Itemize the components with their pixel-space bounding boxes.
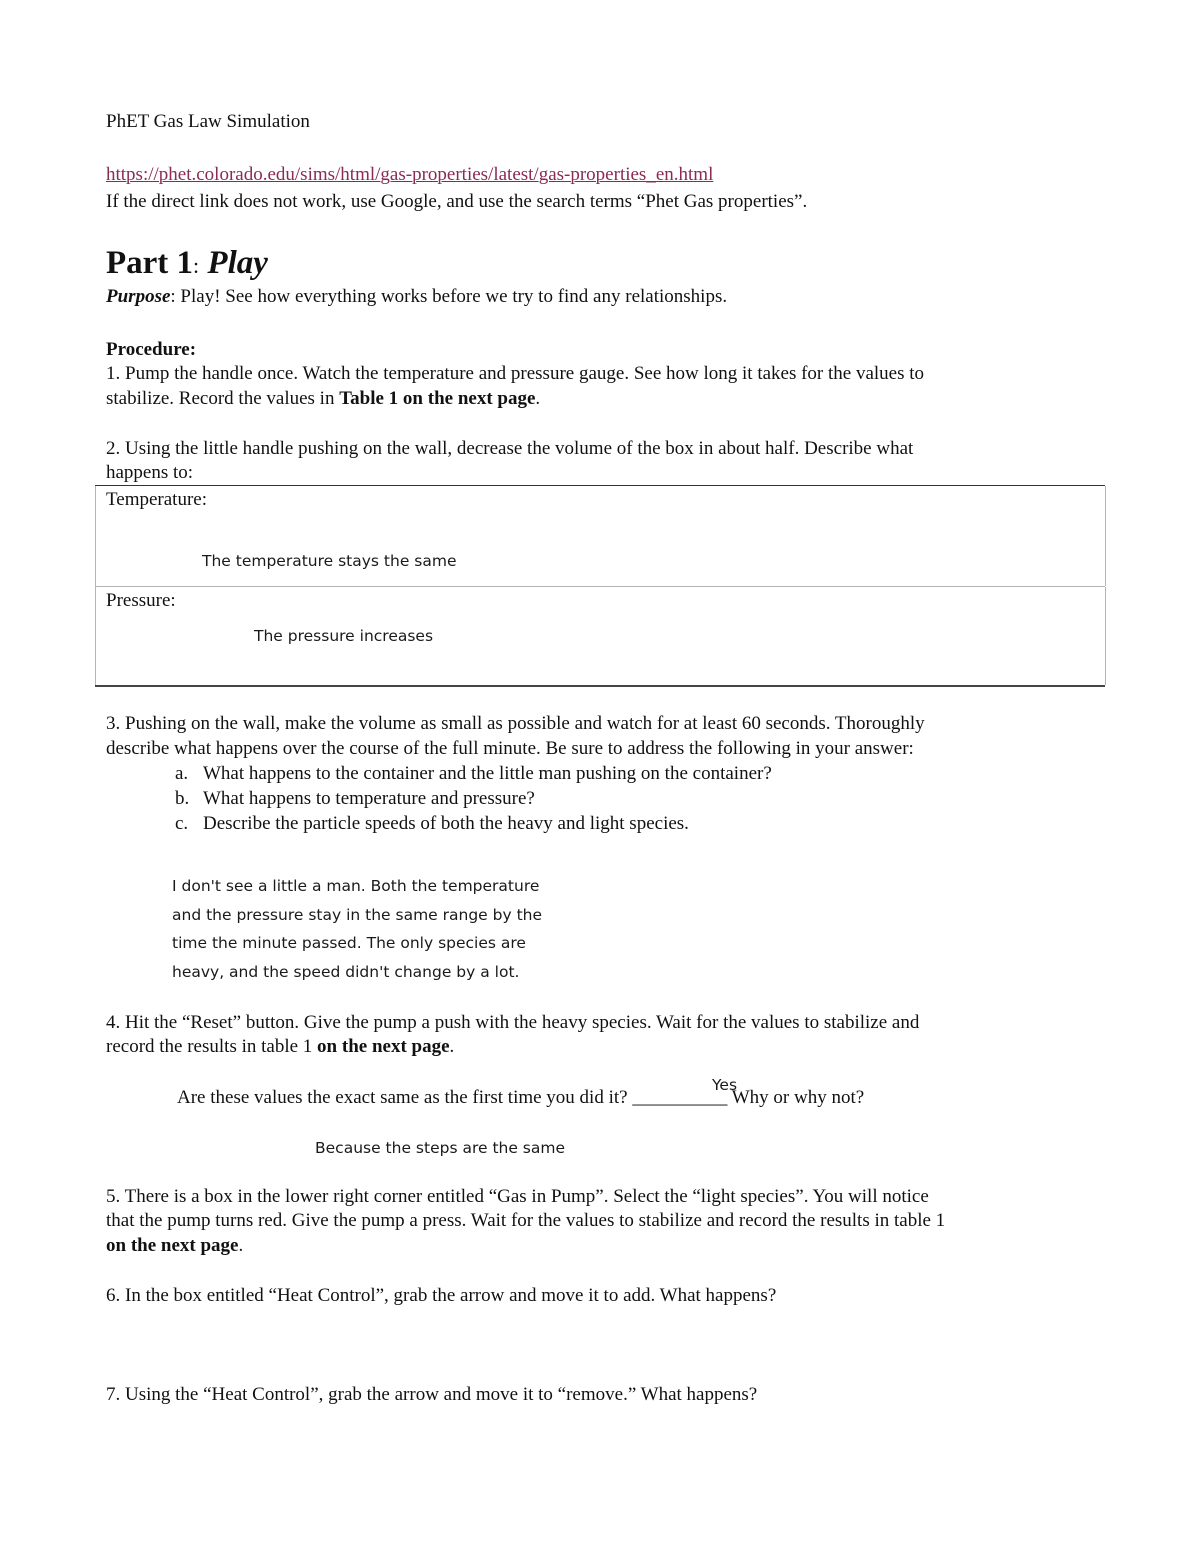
table-bottom-border: [95, 685, 1105, 687]
answer-blank: __________: [632, 1087, 728, 1108]
step3-answer-line: and the pressure stay in the same range by the: [172, 905, 543, 924]
part1-heading-play: Play: [207, 245, 268, 281]
step4-line1: 4. Hit the “Reset” button. Give the pump a push with the heavy species. Wait for the values to stabilize and: [106, 1012, 920, 1033]
step3-answer-line: I don't see a little a man. Both the temperature: [172, 877, 540, 895]
link-note: If the direct link does not work, use Google, and use the search terms “Phet Gas properties”.: [106, 191, 808, 212]
step1-line1: 1. Pump the handle once. Watch the temperature and pressure gauge. See how long it takes for the values to: [106, 363, 925, 384]
step5-line3: on the next page.: [106, 1235, 244, 1256]
step4-question: Are these values the exact same as the first time you did it? __________ Why or why not?: [177, 1087, 865, 1108]
step3-answer-line: time the minute passed. The only species are: [172, 934, 526, 952]
step3-answer[interactable]: [172, 872, 542, 986]
step5-line1: 5. There is a box in the lower right corner entitled “Gas in Pump”. Select the “light species”. You will notice: [106, 1186, 929, 1207]
step2-line2: happens to:: [106, 462, 194, 483]
step3-answer-line: heavy, and the speed didn't change by a lot.: [172, 962, 520, 981]
pressure-answer[interactable]: The pressure increases: [254, 627, 434, 645]
step3-item-a: a. What happens to the container and the little man pushing on the container?: [175, 763, 772, 784]
pressure-cell: [95, 587, 1106, 685]
step7: 7. Using the “Heat Control”, grab the arrow and move it to “remove.” What happens?: [106, 1384, 758, 1405]
temperature-answer[interactable]: The temperature stays the same: [202, 552, 457, 570]
step2-line1: 2. Using the little handle pushing on the wall, decrease the volume of the box in about half. Describe what: [106, 438, 914, 459]
step6: 6. In the box entitled “Heat Control”, grab the arrow and move it to add. What happens?: [106, 1285, 777, 1306]
step4-yes-answer[interactable]: Yes: [712, 1076, 738, 1094]
part1-heading-text: Part 1: [106, 245, 194, 281]
step1-table-ref: Table 1 on the next page: [339, 388, 536, 409]
step5-line2: that the pump turns red. Give the pump a press. Wait for the values to stabilize and record the results in table 1: [106, 1210, 946, 1231]
procedure-label: Procedure:: [106, 339, 197, 360]
step4-line2: record the results in table 1 on the next page.: [106, 1036, 455, 1057]
step3-item-c: c. Describe the particle speeds of both the heavy and light species.: [175, 813, 689, 834]
document-title: PhET Gas Law Simulation: [106, 111, 310, 132]
step3-line2: describe what happens over the course of the full minute. Be sure to address the following in your answer:: [106, 738, 914, 759]
purpose-line: [106, 284, 727, 309]
purpose-label: Purpose: [106, 286, 171, 307]
step4-why-answer[interactable]: Because the steps are the same: [315, 1139, 566, 1157]
purpose-text: : Play! See how everything works before we try to find any relationships.: [170, 286, 728, 307]
step1-line2: stabilize. Record the values in Table 1 on the next page.: [106, 388, 541, 409]
part1-heading-colon: :: [193, 253, 200, 278]
simulation-link[interactable]: https://phet.colorado.edu/sims/html/gas-properties/latest/gas-properties_en.html: [106, 164, 714, 185]
temperature-label: Temperature:: [106, 489, 208, 510]
step4-next-page-ref: on the next page: [317, 1036, 450, 1057]
step3-item-b: b. What happens to temperature and pressure?: [175, 788, 535, 809]
step5-next-page-ref: on the next page: [106, 1235, 239, 1256]
pressure-label: Pressure:: [106, 590, 176, 611]
step3-line1: 3. Pushing on the wall, make the volume as small as possible and watch for at least 60 seconds. Thoroughly: [106, 713, 925, 734]
part1-heading: [106, 243, 268, 286]
